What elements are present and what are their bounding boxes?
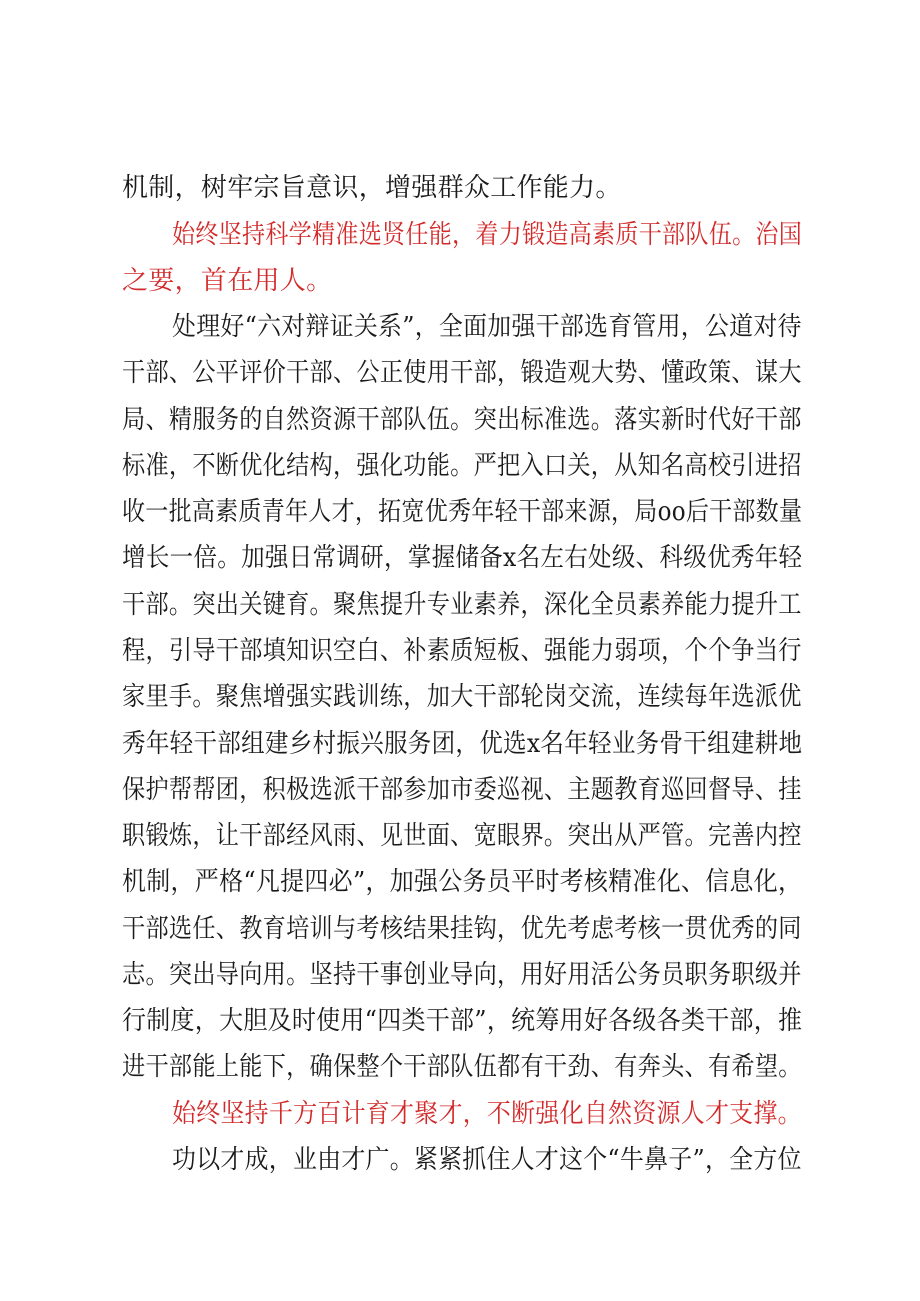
body-text-line: 标准，不断优化结构，强化功能。严把入口关，从知名高校引进招 [122,451,802,481]
body-text-line: 干部。突出关键育。聚焦提升专业素养，深化全员素养能力提升工 [122,590,802,620]
body-text-line: 处理好“六对辩证关系”，全面加强干部选育管用，公道对待 [172,312,802,342]
body-text-line: 进干部能上能下，确保整个干部队伍都有干劲、有奔头、有希望。 [122,1052,802,1082]
body-text-line: 保护帮帮团，积极选派干部参加市委巡视、主题教育巡回督导、挂 [122,775,802,805]
body-text-line: 增长一倍。加强日常调研，掌握储备x名左右处级、科级优秀年轻 [122,543,803,573]
body-text-line: 职锻炼，让干部经风雨、见世面、宽眼界。突出从严管。完善内控 [122,821,802,851]
body-text-line: 机制，严格“凡提四必”，加强公务员平时考核精准化、信息化， [122,867,803,897]
section-heading-line: 始终坚持科学精准选贤任能，着力锻造高素质干部队伍。治国 [172,220,803,250]
section-heading-line: 之要，首在用人。 [122,266,333,296]
body-text-line: 局、精服务的自然资源干部队伍。突出标准选。落实新时代好干部 [122,405,802,435]
body-text-line: 干部选任、教育培训与考核结果挂钩，优先考虑考核一贯优秀的同 [122,914,802,944]
body-text-line: 功以才成，业由才广。紧紧抓住人才这个“牛鼻子”，全方位 [172,1145,802,1175]
body-text-line: 机制，树牢宗旨意识，增强群众工作能力。 [122,173,622,203]
body-text-line: 收一批高素质青年人才，拓宽优秀年轻干部来源，局oo后干部数量 [122,497,803,527]
body-text-line: 行制度，大胆及时使用“四类干部”，统筹用好各级各类干部，推 [122,1006,803,1036]
body-text-line: 志。突出导向用。坚持干事创业导向，用好用活公务员职务职级并 [122,960,802,990]
body-text-line: 干部、公平评价干部、公正使用干部，锻造观大势、懂政策、谋大 [122,358,802,388]
body-text-line: 秀年轻干部组建乡村振兴服务团，优选x名年轻业务骨干组建耕地 [122,729,803,759]
body-text-line: 程，引导干部填知识空白、补素质短板、强能力弱项，个个争当行 [122,636,802,666]
section-heading-line: 始终坚持千方百计育才聚才，不断强化自然资源人才支撑。 [172,1099,802,1129]
body-text-line: 家里手。聚焦增强实践训练，加大干部轮岗交流，连续每年选派优 [122,682,802,712]
